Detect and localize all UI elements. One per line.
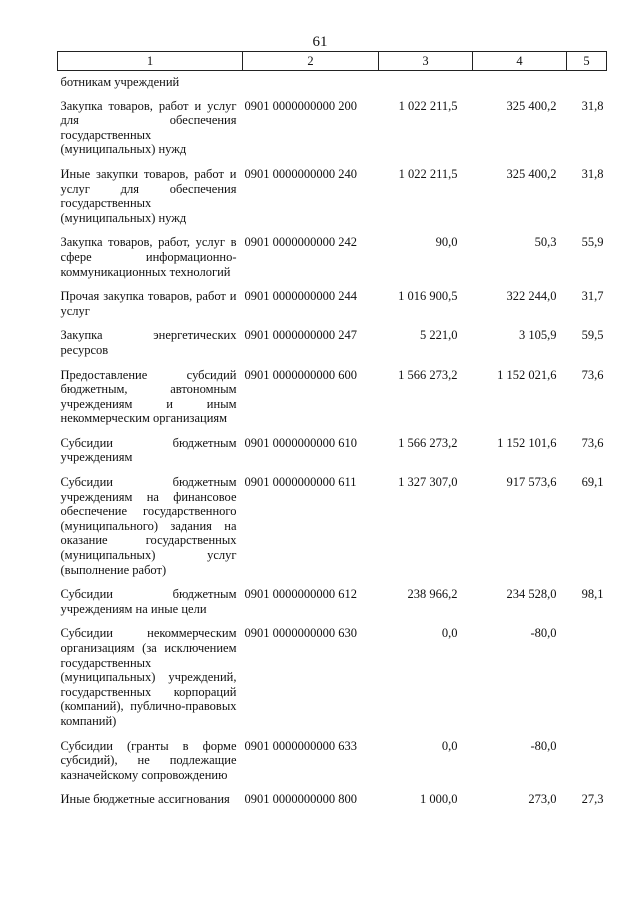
table-row bbox=[58, 358, 607, 426]
row-value-col3: 1 566 273,2 bbox=[398, 435, 458, 450]
row-code: 0901 0000000000 612 bbox=[244, 587, 357, 602]
row-value-col5: 98,1 bbox=[581, 587, 604, 602]
row-value-col4: 50,3 bbox=[534, 235, 557, 250]
row-name: Субсидии некоммерческим организациям (за исключением государственных (муниципальных) учреждений, государственных корпораций (компаний), публично-правовых компаний) bbox=[60, 626, 237, 728]
row-value-col4: 322 244,0 bbox=[506, 289, 557, 304]
row-value-col5: 55,9 bbox=[581, 235, 604, 250]
table-header-row bbox=[58, 52, 607, 71]
row-value-col5: 59,5 bbox=[581, 328, 604, 343]
row-value-col4: 917 573,6 bbox=[506, 475, 557, 490]
table-row bbox=[58, 577, 607, 616]
row-code: 0901 0000000000 800 bbox=[244, 792, 357, 807]
page-number: 61 bbox=[312, 34, 328, 50]
row-name: ботникам учреждений bbox=[60, 75, 180, 89]
column-header: 5 bbox=[567, 52, 607, 71]
row-name: Иные закупки товаров, работ и услуг для обеспечения государственных (муниципальных) нужд bbox=[60, 166, 237, 225]
row-name: Прочая закупка товаров, работ и услуг bbox=[60, 289, 237, 318]
row-name: Субсидии бюджетным учреждениям bbox=[60, 435, 237, 465]
row-value-col4: 1 152 101,6 bbox=[497, 435, 557, 450]
row-name: Субсидии (гранты в форме субсидий), не подлежащие казначейскому сопровождению bbox=[60, 738, 237, 782]
row-value-col5: 73,6 bbox=[581, 435, 604, 450]
row-name: Закупка товаров, работ, услуг в сфере информационно-коммуникационных технологий bbox=[60, 235, 237, 279]
table-row bbox=[58, 90, 607, 157]
row-value-col3 bbox=[379, 71, 473, 90]
row-value-col5: 73,6 bbox=[581, 367, 604, 382]
row-name: Предоставление субсидий бюджетным, автономным учреждениям и иным некоммерческим организациям bbox=[60, 367, 237, 426]
row-code: 0901 0000000000 242 bbox=[244, 235, 357, 250]
row-value-col5 bbox=[567, 616, 607, 728]
row-value-col3: 1 327 307,0 bbox=[398, 475, 458, 490]
row-value-col4: 3 105,9 bbox=[519, 328, 557, 343]
table-body bbox=[58, 71, 607, 807]
row-value-col4: 273,0 bbox=[528, 792, 557, 807]
row-value-col4: 234 528,0 bbox=[506, 587, 557, 602]
table-row bbox=[58, 616, 607, 728]
row-name: Субсидии бюджетным учреждениям на финансовое обеспечение государственного (муниципального) задания на оказание государственных (муниципальных) услуг (выполнение работ) bbox=[60, 475, 237, 577]
row-code: 0901 0000000000 240 bbox=[244, 166, 357, 181]
row-name: Субсидии бюджетным учреждениям на иные цели bbox=[60, 587, 237, 616]
column-header: 3 bbox=[379, 52, 473, 71]
row-value-col3: 0,0 bbox=[441, 626, 458, 641]
row-value-col4: -80,0 bbox=[530, 626, 557, 641]
table-row bbox=[58, 71, 607, 90]
row-code: 0901 0000000000 600 bbox=[244, 367, 357, 382]
row-code: 0901 0000000000 630 bbox=[244, 626, 357, 641]
row-name: Иные бюджетные ассигнования bbox=[60, 792, 230, 807]
row-value-col3: 1 016 900,5 bbox=[398, 289, 458, 304]
table-row bbox=[58, 729, 607, 783]
column-header: 1 bbox=[58, 52, 243, 71]
row-code bbox=[243, 71, 379, 90]
row-value-col3: 1 022 211,5 bbox=[398, 166, 458, 181]
row-name: Закупка товаров, работ и услуг для обеспечения государственных (муниципальных) нужд bbox=[60, 98, 237, 157]
column-header: 2 bbox=[243, 52, 379, 71]
row-value-col5 bbox=[567, 71, 607, 90]
table-row bbox=[58, 157, 607, 225]
row-value-col5: 69,1 bbox=[581, 475, 604, 490]
row-value-col3: 5 221,0 bbox=[420, 328, 458, 343]
row-value-col5: 31,7 bbox=[581, 289, 604, 304]
row-value-col3: 0,0 bbox=[441, 738, 458, 753]
row-code: 0901 0000000000 244 bbox=[244, 289, 357, 304]
row-value-col5: 27,3 bbox=[581, 792, 604, 807]
row-value-col3: 1 566 273,2 bbox=[398, 367, 458, 382]
row-code: 0901 0000000000 633 bbox=[244, 738, 357, 753]
row-value-col3: 238 966,2 bbox=[407, 587, 458, 602]
row-value-col4: 325 400,2 bbox=[506, 166, 557, 181]
row-code: 0901 0000000000 200 bbox=[244, 98, 357, 113]
row-value-col5: 31,8 bbox=[581, 98, 604, 113]
table-row bbox=[58, 465, 607, 577]
table-row bbox=[58, 426, 607, 465]
row-value-col4 bbox=[473, 71, 567, 90]
row-value-col5: 31,8 bbox=[581, 166, 604, 181]
row-name: Закупка энергетических ресурсов bbox=[60, 328, 237, 357]
row-code: 0901 0000000000 611 bbox=[244, 475, 357, 490]
row-code: 0901 0000000000 610 bbox=[244, 435, 357, 450]
budget-table bbox=[57, 51, 607, 807]
table-row bbox=[58, 279, 607, 318]
row-value-col3: 1 022 211,5 bbox=[398, 98, 458, 113]
row-value-col5 bbox=[567, 729, 607, 783]
row-value-col3: 90,0 bbox=[435, 235, 458, 250]
row-value-col3: 1 000,0 bbox=[420, 792, 458, 807]
row-value-col4: -80,0 bbox=[530, 738, 557, 753]
column-header: 4 bbox=[473, 52, 567, 71]
row-value-col4: 1 152 021,6 bbox=[497, 367, 557, 382]
table-row bbox=[58, 225, 607, 279]
row-value-col4: 325 400,2 bbox=[506, 98, 557, 113]
row-code: 0901 0000000000 247 bbox=[244, 328, 357, 343]
table-row bbox=[58, 782, 607, 807]
table-row bbox=[58, 318, 607, 357]
